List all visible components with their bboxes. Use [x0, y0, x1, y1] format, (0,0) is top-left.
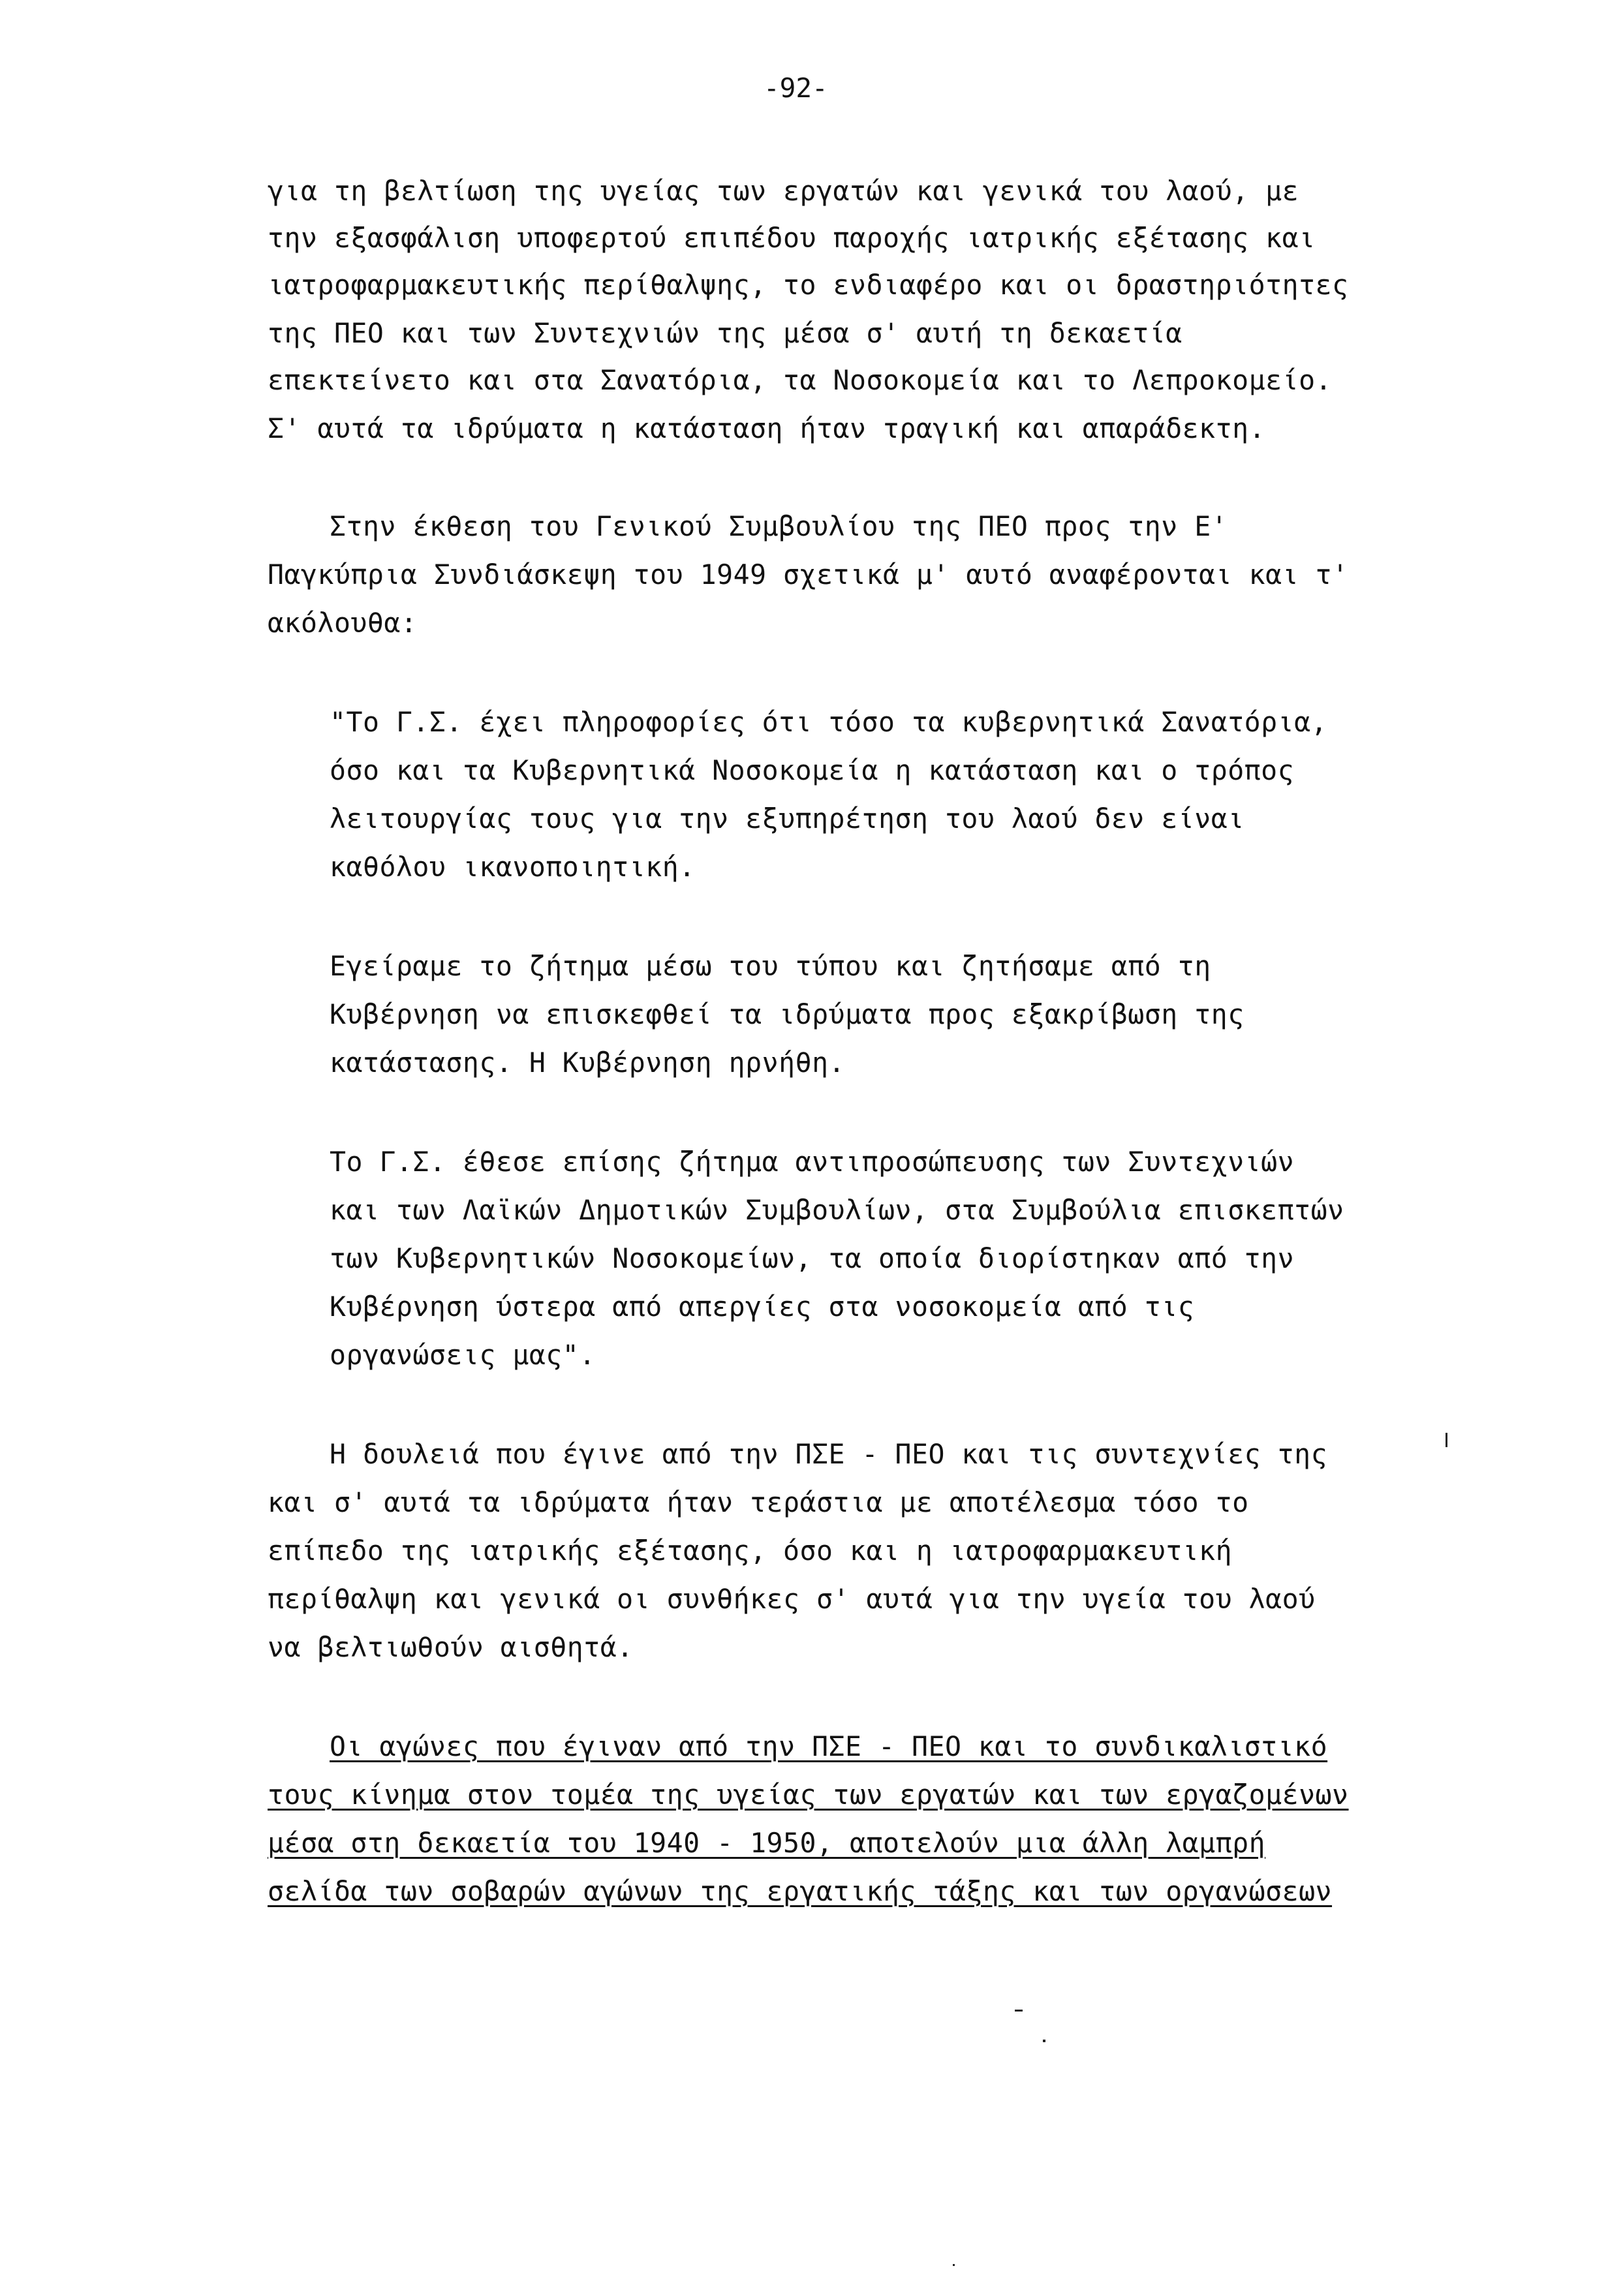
quote-paragraph-2-line-2: Κυβέρνηση να επισκεφθεί τα ιδρύματα προς εξακρίβωση της [330, 998, 1245, 1030]
quote-paragraph-1-line-3: λειτουργίας τους για την εξυπηρέτηση του λαού δεν είναι [330, 803, 1245, 834]
paragraph-6-line-3: επίπεδο της ιατρικής εξέτασης, όσο και η ιατροφαρμακευτική [268, 1535, 1233, 1567]
paragraph-1-line-2: την εξασφάλιση υποφερτού επιπέδου παροχής ιατρικής εξέτασης και [268, 222, 1316, 254]
page-number: -92- [764, 72, 828, 104]
quote-paragraph-1-line-2: όσο και τα Κυβερνητικά Νοσοκομεία η κατάσταση και ο τρόπος [330, 754, 1295, 786]
paragraph-6-line-4: περίθαλψη και γενικά οι συνθήκες σ' αυτά για την υγεία του λαού [268, 1583, 1316, 1615]
underlined-paragraph-line-4: σελίδα των σοβαρών αγώνων της εργατικής τάξης και των οργανώσεων [268, 1875, 1333, 1907]
scan-speck [1446, 1433, 1447, 1447]
paragraph-1-line-5: επεκτείνετο και στα Σανατόρια, τα Νοσοκομεία και το Λεπροκομείο. [268, 364, 1333, 396]
paragraph-2-line-1: Στην έκθεση του Γενικού Συμβουλίου της ΠΕΟ προς την Ε' [330, 510, 1228, 542]
scan-speck [953, 2264, 955, 2266]
quote-paragraph-1-line-4: καθόλου ικανοποιητική. [330, 851, 696, 883]
paragraph-6-line-2: και σ' αυτά τα ιδρύματα ήταν τεράστια με αποτέλεσμα τόσο το [268, 1486, 1249, 1518]
paragraph-1-line-4: της ΠΕΟ και των Συντεχνιών της μέσα σ' αυτή τη δεκαετία [268, 317, 1183, 349]
underlined-paragraph-line-3: μέσα στη δεκαετία του 1940 - 1950, αποτελούν μια άλλη λαμπρή [268, 1827, 1266, 1859]
underlined-paragraph-line-1: Οι αγώνες που έγιναν από την ΠΣΕ - ΠΕΟ και το συνδικαλιστικό [330, 1730, 1328, 1762]
paragraph-2-line-2: Παγκύπρια Συνδιάσκεψη του 1949 σχετικά μ' αυτό αναφέρονται και τ' [268, 559, 1349, 590]
quote-paragraph-3-line-2: και των Λαϊκών Δημοτικών Συμβουλίων, στα Συμβούλια επισκεπτών [330, 1194, 1344, 1226]
quote-paragraph-1-line-1: "Το Γ.Σ. έχει πληροφορίες ότι τόσο τα κυβερνητικά Σανατόρια, [330, 706, 1328, 738]
scan-speck [1043, 2040, 1045, 2042]
paragraph-1-line-6: Σ' αυτά τα ιδρύματα η κατάσταση ήταν τραγική και απαράδεκτη. [268, 412, 1266, 444]
quote-paragraph-3-line-3: των Κυβερνητικών Νοσοκομείων, τα οποία διορίστηκαν από την [330, 1242, 1295, 1274]
paragraph-2-line-3: ακόλουθα: [268, 607, 418, 639]
scan-speck [1015, 2010, 1023, 2012]
quote-paragraph-3-line-1: Το Γ.Σ. έθεσε επίσης ζήτημα αντιπροσώπευσης των Συντεχνιών [330, 1146, 1295, 1178]
paragraph-6-line-5: να βελτιωθούν αισθητά. [268, 1631, 634, 1663]
paragraph-6-line-1: Η δουλειά που έγινε από την ΠΣΕ - ΠΕΟ και τις συντεχνίες της [330, 1438, 1328, 1470]
quote-paragraph-2-line-1: Εγείραμε το ζήτημα μέσω του τύπου και ζητήσαμε από τη [330, 950, 1211, 982]
quote-paragraph-3-line-5: οργανώσεις μας". [330, 1339, 596, 1371]
quote-paragraph-3-line-4: Κυβέρνηση ύστερα από απεργίες στα νοσοκομεία από τις [330, 1291, 1195, 1323]
paragraph-1-line-1: για τη βελτίωση της υγείας των εργατών και γενικά του λαού, με [268, 175, 1299, 207]
paragraph-1-line-3: ιατροφαρμακευτικής περίθαλψης, το ενδιαφέρο και οι δραστηριότητες [268, 269, 1349, 301]
underlined-paragraph-line-2: τους κίνημα στον τομέα της υγείας των εργατών και των εργαζομένων [268, 1779, 1349, 1811]
quote-paragraph-2-line-3: κατάστασης. Η Κυβέρνηση ηρνήθη. [330, 1047, 846, 1079]
